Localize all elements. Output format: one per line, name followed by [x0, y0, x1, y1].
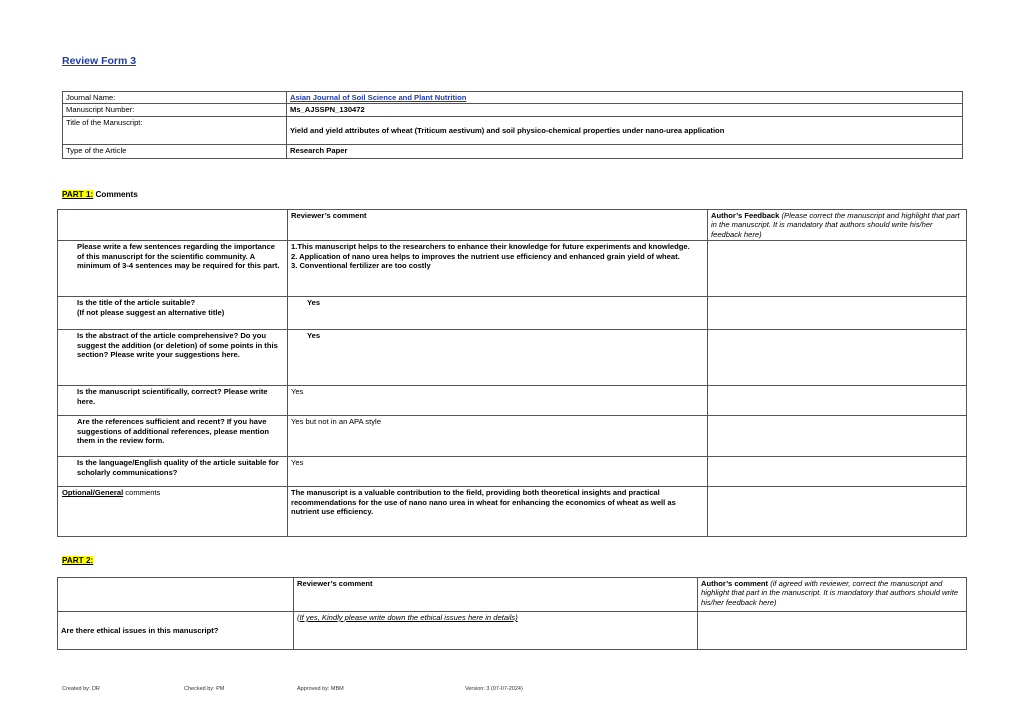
footer-approved: Approved by: MBM — [297, 686, 344, 692]
part1-comments-table — [57, 209, 967, 537]
part2-label: PART 2: — [62, 556, 94, 565]
question-scientific: Is the manuscript scientifically, correct? Please write here. — [58, 386, 288, 416]
part2-author-note: (if agreed with reviewer, correct the manuscript and highlight that part in the manuscript. It is mandatory that authors should write his/her feedback here) — [701, 579, 959, 607]
question-abstract: Is the abstract of the article comprehensive? Do you suggest the addition (or deletion) of some points in this section? Please write your suggestions here. — [58, 330, 288, 386]
ethics-answer[interactable]: (If yes, Kindly please write down the ethical issues here in details) — [294, 612, 698, 650]
question-language: Is the language/English quality of the article suitable for scholarly communications? — [58, 457, 288, 487]
footer-checked: Checked by: PM — [184, 686, 225, 692]
author-feedback-cell[interactable] — [708, 297, 967, 330]
part1-suffix: Comments — [93, 190, 138, 199]
manuscript-title-value: Yield and yield attributes of wheat (Triticum aestivum) and soil physico-chemical properties under nano-urea application — [287, 116, 963, 144]
footer-version: Version: 3 (07-07-2024) — [465, 686, 523, 692]
manuscript-number-value: Ms_AJSSPN_130472 — [287, 104, 963, 116]
ethics-question: Are there ethical issues in this manuscript? — [58, 612, 294, 650]
optional-comments-label-cell — [58, 487, 288, 537]
header-empty-cell — [58, 578, 294, 612]
author-feedback-cell[interactable] — [708, 386, 967, 416]
author-feedback-cell[interactable] — [708, 330, 967, 386]
answer-importance-line: 2. Application of nano urea helps to improves the nutrient use efficiency and enhanced grain yield of wheat. — [291, 251, 680, 261]
author-feedback-cell[interactable] — [708, 457, 967, 487]
article-type-label: Type of the Article — [63, 144, 287, 158]
answer-importance-line: 1.This manuscript helps to the researchers to enhance their knowledge for future experiments and knowledge. — [291, 242, 690, 252]
manuscript-info-table — [62, 91, 963, 159]
author-feedback-cell[interactable] — [708, 416, 967, 457]
form-title: Review Form 3 — [62, 55, 137, 67]
author-feedback-header — [708, 210, 967, 241]
answer-title-suitable[interactable]: Yes — [288, 297, 708, 330]
answer-language[interactable]: Yes — [288, 457, 708, 487]
part2-author-header — [698, 578, 967, 612]
question-title-suitable: Is the title of the article suitable? (If not please suggest an alternative title) — [58, 297, 288, 330]
part2-ethics-table — [57, 577, 967, 650]
optional-suffix: comments — [123, 488, 161, 498]
author-feedback-cell[interactable] — [708, 241, 967, 297]
part2-heading — [62, 556, 93, 565]
footer-created: Created by: DR — [62, 686, 100, 692]
optional-comments-answer[interactable]: The manuscript is a valuable contribution to the field, providing both theoretical insights and practical recommendations for the use of nano nano urea in wheat for enhancing the economics of wheat as well as nutrient use efficiency. — [288, 487, 708, 537]
question-references: Are the references sufficient and recent? If you have suggestions of additional references, please mention them in the review form. — [58, 416, 288, 457]
journal-link[interactable]: Asian Journal of Soil Science and Plant Nutrition — [290, 93, 467, 102]
article-type-value: Research Paper — [287, 144, 963, 158]
part2-author-title: Author’s comment — [701, 579, 769, 588]
manuscript-title-label: Title of the Manuscript: — [63, 116, 287, 144]
part2-reviewer-header: Reviewer’s comment — [294, 578, 698, 612]
reviewer-comment-header: Reviewer’s comment — [288, 210, 708, 241]
part1-heading — [62, 190, 138, 199]
manuscript-number-label: Manuscript Number: — [63, 104, 287, 116]
author-feedback-cell[interactable] — [708, 487, 967, 537]
answer-importance[interactable] — [288, 241, 708, 297]
part1-label: PART 1: — [62, 190, 94, 199]
question-importance: Please write a few sentences regarding the importance of this manuscript for the scientific community. A minimum of 3-4 sentences may be required for this part. — [58, 241, 288, 297]
answer-abstract[interactable]: Yes — [288, 330, 708, 386]
answer-scientific[interactable]: Yes — [288, 386, 708, 416]
header-empty-cell — [58, 210, 288, 241]
optional-label: Optional/General — [62, 488, 124, 498]
answer-references[interactable]: Yes but not in an APA style — [288, 416, 708, 457]
journal-label: Journal Name: — [63, 92, 287, 104]
author-feedback-note: (Please correct the manuscript and highlight that part in the manuscript. It is mandatory that authors should write his/her feedback here) — [711, 211, 960, 239]
ethics-author-cell[interactable] — [698, 612, 967, 650]
author-feedback-title: Author’s Feedback — [711, 211, 780, 220]
answer-importance-line: 3. Conventional fertilizer are too costly — [291, 261, 431, 271]
